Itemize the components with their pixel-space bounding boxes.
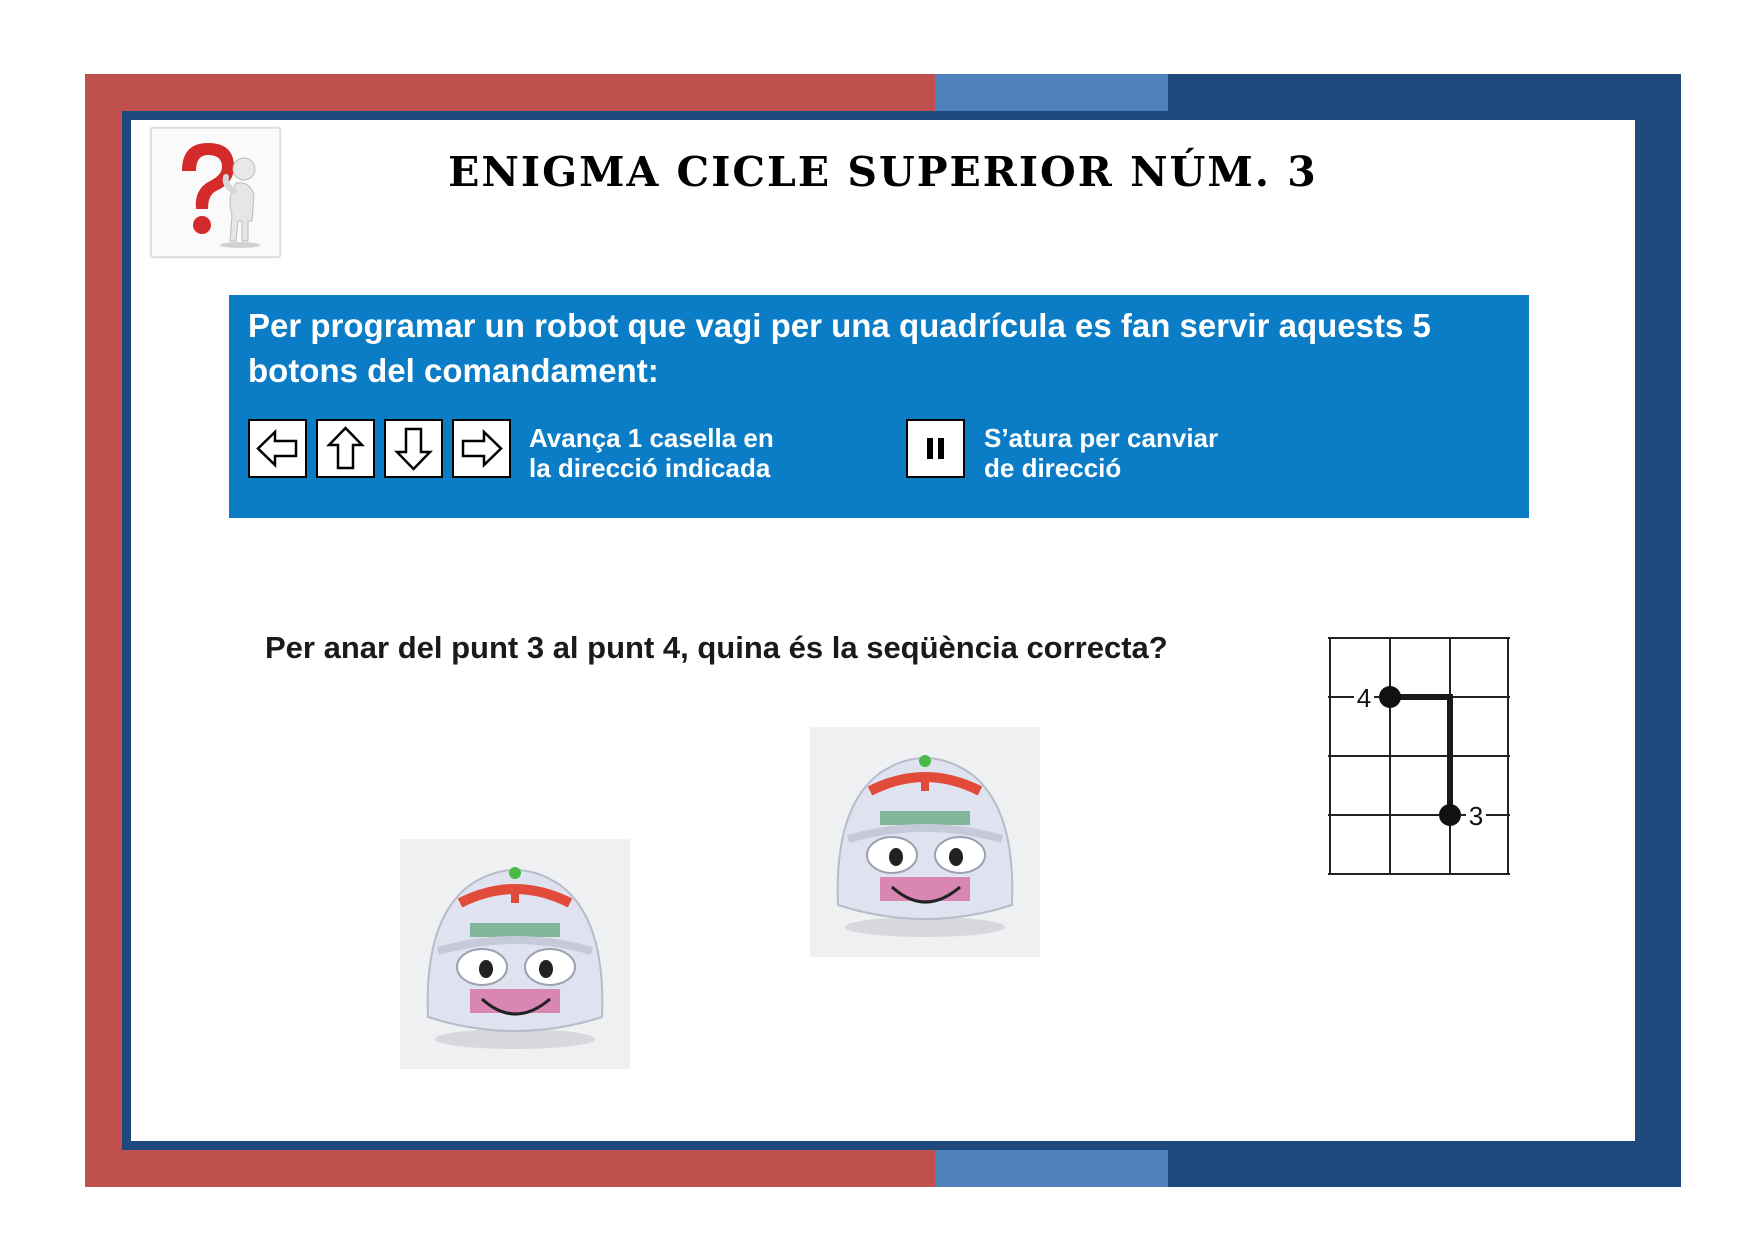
- bee-bot-robot-image: [810, 727, 1040, 957]
- bee-bot-robot-image: [400, 839, 630, 1069]
- left-arrow-icon: [248, 419, 307, 478]
- right-arrow-icon: [452, 419, 511, 478]
- instructions-text: Per programar un robot que vagi per una quadrícula es fan servir aquests 5 botons del comandament:: [248, 307, 1431, 389]
- point-end-label: 4: [1356, 683, 1372, 713]
- grid-point-end: [1379, 686, 1401, 708]
- down-arrow-icon: [384, 419, 443, 478]
- move-description: Avança 1 casella en la direcció indicada: [529, 423, 774, 483]
- up-arrow-icon: [316, 419, 375, 478]
- page-title: ENIGMA CICLE SUPERIOR NÚM. 3: [448, 148, 1318, 196]
- pause-description: S’atura per canviar de direcció: [984, 423, 1219, 483]
- grid-point-start: [1439, 804, 1461, 826]
- point-start-label: 3: [1468, 801, 1484, 831]
- question-text: Per anar del punt 3 al punt 4, quina és la seqüència correcta?: [265, 630, 1168, 665]
- instructions-panel: [229, 295, 1529, 518]
- pause-icon: [906, 419, 965, 478]
- grid-diagram: [1320, 632, 1520, 878]
